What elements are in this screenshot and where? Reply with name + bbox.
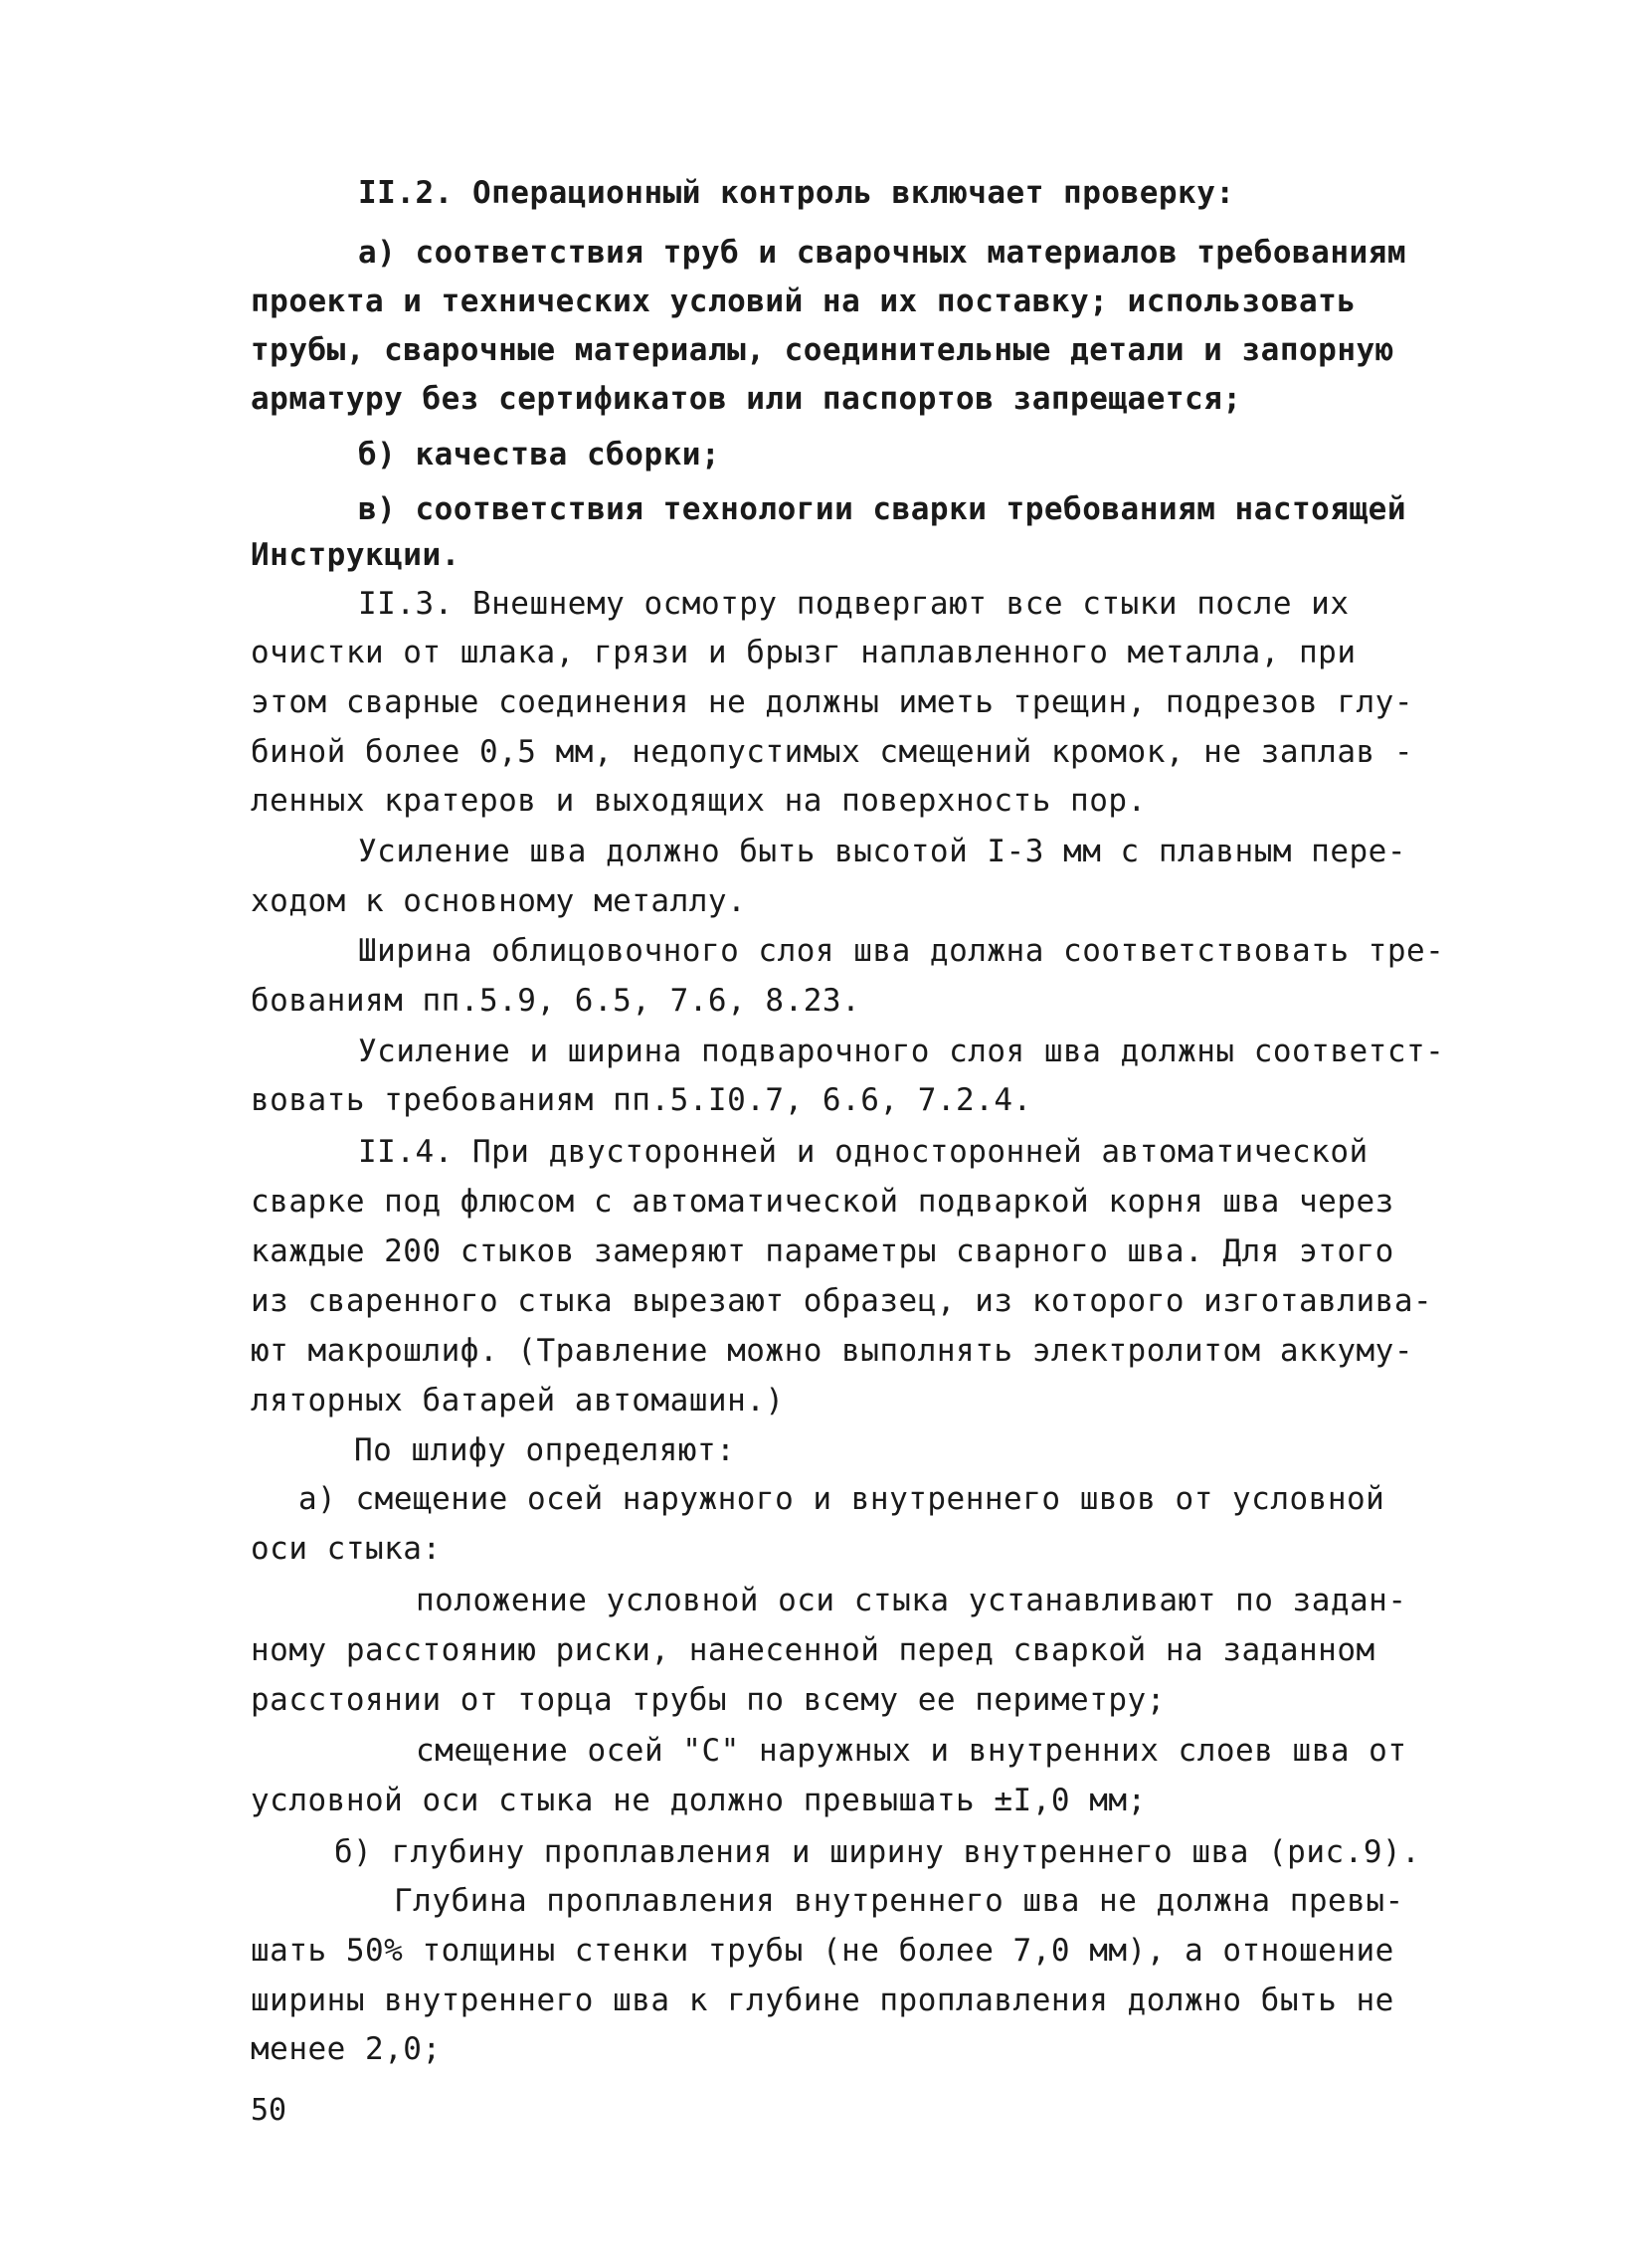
para-11-4-line-1: II.4. При двусторонней и односторонней автоматической (358, 1134, 1369, 1170)
para-11-4-line-5: ют макрошлиф. (Травление можно выполнять электролитом аккуму- (251, 1333, 1413, 1369)
item-offset-line-2: оси стыка: (251, 1531, 442, 1567)
para-11-4-line-3: каждые 200 стыков замеряют параметры сварного шва. Для этого (251, 1233, 1394, 1269)
item-a-line-4: арматуру без сертификатов или паспортов запрещается; (251, 381, 1242, 417)
page-number: 50 (251, 2093, 287, 2128)
para-11-3-line-3: этом сварные соединения не должны иметь трещин, подрезов глу- (251, 684, 1413, 720)
para-depth-line-4: менее 2,0; (251, 2031, 442, 2067)
sub-offset-line-1: смещение осей "С" наружных и внутренних слоев шва от (416, 1733, 1407, 1769)
para-11-3-line-2: очистки от шлака, грязи и брызг наплавленного металла, при (251, 635, 1357, 670)
item-offset-line-1: а) смещение осей наружного и внутреннего швов от условной (298, 1481, 1385, 1517)
item-depth-line-1: б) глубину проплавления и ширину внутреннего шва (рис.9). (334, 1834, 1421, 1870)
sub-offset-line-2: условной оси стыка не должно превышать ±I,0 мм; (251, 1783, 1147, 1818)
sub-position-line-2: ному расстоянию риски, нанесенной перед сваркой на заданном (251, 1632, 1375, 1668)
para-11-4-line-6: ляторных батарей автомашин.) (251, 1383, 785, 1418)
item-a-line-2: проекта и технических условий на их поставку; использовать (251, 284, 1357, 319)
para-root-line-2: вовать требованиям пп.5.I0.7, 6.6, 7.2.4. (251, 1082, 1032, 1118)
para-11-4-line-2: сварке под флюсом с автоматической подваркой корня шва через (251, 1184, 1394, 1220)
para-depth-line-3: ширины внутреннего шва к глубине проплавления должно быть не (251, 1983, 1394, 2018)
para-width-line-2: бованиям пп.5.9, 6.5, 7.6, 8.23. (251, 983, 861, 1019)
heading-11-2: II.2. Операционный контроль включает проверку: (358, 175, 1235, 211)
sub-position-line-3: расстоянии от торца трубы по всему ее периметру; (251, 1682, 1166, 1718)
para-11-3-line-5: ленных кратеров и выходящих на поверхность пор. (251, 783, 1147, 819)
para-width-line-1: Ширина облицовочного слоя шва должна соответствовать тре- (358, 933, 1445, 969)
item-v-line-1: в) соответствия технологии сварки требованиям настоящей (358, 491, 1406, 527)
para-reinforcement-line-1: Усиление шва должно быть высотой I-3 мм с плавным пере- (358, 834, 1406, 869)
para-11-3-line-1: II.3. Внешнему осмотру подвергают все стыки после их (358, 586, 1350, 622)
item-b-line-1: б) качества сборки; (358, 437, 721, 472)
para-root-line-1: Усиление и ширина подварочного слоя шва должны соответст- (358, 1034, 1445, 1069)
item-a-line-3: трубы, сварочные материалы, соединительные детали и запорную (251, 332, 1394, 368)
para-depth-line-2: шать 50% толщины стенки трубы (не более 7,0 мм), а отношение (251, 1933, 1394, 1969)
para-depth-line-1: Глубина проплавления внутреннего шва не должна превы- (394, 1883, 1404, 1919)
sub-position-line-1: положение условной оси стыка устанавливают по задан- (416, 1583, 1407, 1618)
para-11-4-line-4: из сваренного стыка вырезают образец, из которого изготавлива- (251, 1283, 1433, 1319)
para-reinforcement-line-2: ходом к основному металлу. (251, 883, 747, 919)
item-v-line-2: Инструкции. (251, 537, 460, 573)
item-a-line-1: а) соответствия труб и сварочных материалов требованиям (358, 235, 1406, 271)
para-11-3-line-4: биной более 0,5 мм, недопустимых смещений кромок, не заплав - (251, 734, 1413, 770)
para-shlif-intro: По шлифу определяют: (354, 1432, 736, 1468)
